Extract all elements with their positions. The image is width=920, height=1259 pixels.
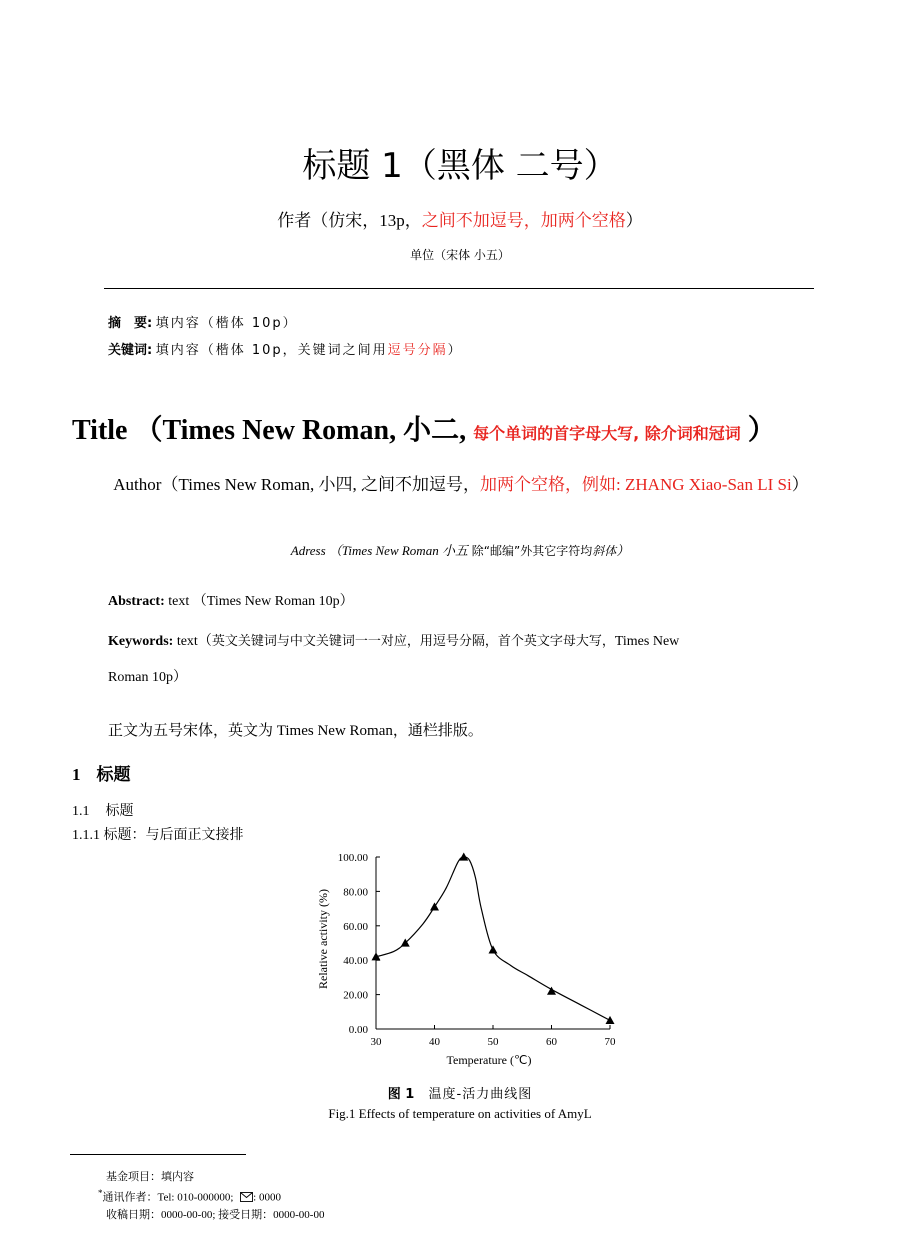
author-en-prefix: Author（Times New Roman, 小四, 之间不加逗号，	[113, 475, 481, 494]
footnote-dates	[106, 1206, 324, 1222]
heading-level2-text: 标题	[105, 803, 134, 819]
abstract-cn	[108, 312, 298, 332]
address-en	[0, 540, 920, 559]
paper-title-cn: 标题 1（黑体 二号）	[302, 146, 618, 186]
y-tick-label: 20.00	[343, 989, 368, 1002]
address-en-middle: 除“邮编”外其它字符均	[467, 544, 593, 558]
corr-star: *	[98, 1188, 103, 1198]
keywords-en-text-c: Times New	[614, 634, 680, 649]
heading-level3	[72, 824, 244, 844]
author-cn-note: 之间不加逗号，加两个空格	[421, 211, 626, 230]
footnote-corresponding	[98, 1188, 281, 1205]
heading-level2	[72, 800, 134, 820]
x-tick-label: 30	[370, 1036, 382, 1048]
title-en-close: ）	[747, 415, 776, 446]
paper-title-en	[72, 408, 776, 448]
figure-caption-en: Fig.1 Effects of temperature on activities of AmyL	[328, 1106, 592, 1121]
abstract-cn-label: 摘 要:	[108, 316, 153, 331]
heading-level2-number: 1.1	[72, 804, 90, 819]
footnote-divider	[70, 1154, 246, 1155]
keywords-cn-close: ）	[447, 343, 463, 358]
author-line-en	[72, 472, 850, 498]
x-tick-label: 40	[429, 1036, 440, 1048]
footnote-fund	[106, 1168, 194, 1184]
y-axis-label: Relative activity (%)	[316, 889, 330, 989]
heading-level1-number: 1	[72, 765, 81, 784]
figure-caption-cn-label: 图 1	[387, 1087, 415, 1102]
address-en-italic-end: 斜体	[592, 544, 617, 558]
corr-tel: Tel: 010-000000;	[157, 1191, 234, 1204]
data-point-marker	[459, 853, 468, 861]
y-tick-label: 40.00	[343, 955, 368, 968]
author-en-suffix: ）	[791, 475, 809, 494]
corr-email: : 0000	[253, 1191, 281, 1204]
keywords-en-label: Keywords:	[108, 634, 174, 649]
figure-caption-cn-text: 温度-活力曲线图	[428, 1087, 533, 1102]
keywords-en-line2: Roman 10p）	[108, 670, 187, 685]
accepted-date: 0000-00-00	[273, 1209, 325, 1221]
abstract-en-text: text （Times New Roman 10p）	[164, 594, 354, 609]
x-tick-label: 50	[487, 1036, 499, 1048]
author-en-note: 加两个空格，例如: ZHANG Xiao-San LI Si	[480, 475, 792, 494]
title-en-note: 每个单词的首字母大写, 除介词和冠词	[473, 424, 741, 443]
corr-label: 通讯作者：	[102, 1190, 158, 1204]
received-date: 0000-00-00;	[161, 1209, 216, 1221]
header-divider	[104, 288, 814, 289]
title-en-main: Title （Times New Roman, 小二,	[72, 415, 467, 446]
affiliation-cn: 单位（宋体 小五）	[410, 248, 510, 262]
address-en-italic: Adress （Times New Roman 小五	[290, 543, 468, 558]
heading-level1-text: 标题	[96, 765, 131, 785]
temperature-activity-chart	[300, 845, 630, 1070]
author-line-cn	[0, 206, 920, 231]
data-point-marker	[489, 945, 498, 953]
y-tick-label: 80.00	[343, 886, 368, 899]
fund-value: 填内容	[161, 1170, 194, 1183]
heading-level3-text: 标题：与后面正文接排	[103, 827, 244, 843]
heading-level1	[72, 760, 131, 785]
heading-level3-number: 1.1.1	[72, 828, 104, 843]
x-tick-label: 70	[604, 1036, 616, 1048]
keywords-en	[108, 630, 679, 650]
keywords-cn-label: 关键词:	[108, 343, 153, 358]
x-axis-label: Temperature (℃)	[446, 1053, 532, 1067]
author-cn-suffix: ）	[625, 211, 643, 230]
keywords-cn-note: 逗号分隔	[387, 343, 448, 358]
y-tick-label: 0.00	[348, 1024, 368, 1036]
abstract-en	[108, 590, 354, 610]
data-point-marker	[606, 1016, 615, 1024]
body-paragraph: 正文为五号宋体，英文为 Times New Roman，通栏排版。	[108, 723, 483, 739]
keywords-en-text-b: 英文关键词与中文关键词一一对应，用逗号分隔，首个英文字母大写，	[211, 634, 615, 649]
address-en-close: ）	[616, 543, 630, 558]
y-tick-label: 60.00	[343, 920, 368, 933]
y-tick-label: 100.00	[337, 852, 368, 864]
x-tick-label: 60	[546, 1036, 557, 1048]
accepted-label: 接受日期：	[218, 1208, 274, 1221]
abstract-en-label: Abstract:	[108, 594, 165, 609]
keywords-cn	[108, 339, 463, 359]
envelope-icon	[240, 1192, 253, 1205]
abstract-cn-text: 填内容（楷体 10p）	[155, 316, 298, 331]
received-label: 收稿日期：	[106, 1208, 161, 1221]
fund-label: 基金项目：	[106, 1170, 161, 1183]
keywords-cn-text: 填内容（楷体 10p，关键词之间用	[155, 343, 388, 358]
activity-curve	[376, 857, 610, 1020]
figure-caption-cn	[0, 1083, 920, 1102]
data-point-marker	[430, 902, 439, 910]
keywords-en-text-a: text（	[173, 634, 212, 649]
author-cn-prefix: 作者（仿宋，13p，	[277, 211, 422, 230]
